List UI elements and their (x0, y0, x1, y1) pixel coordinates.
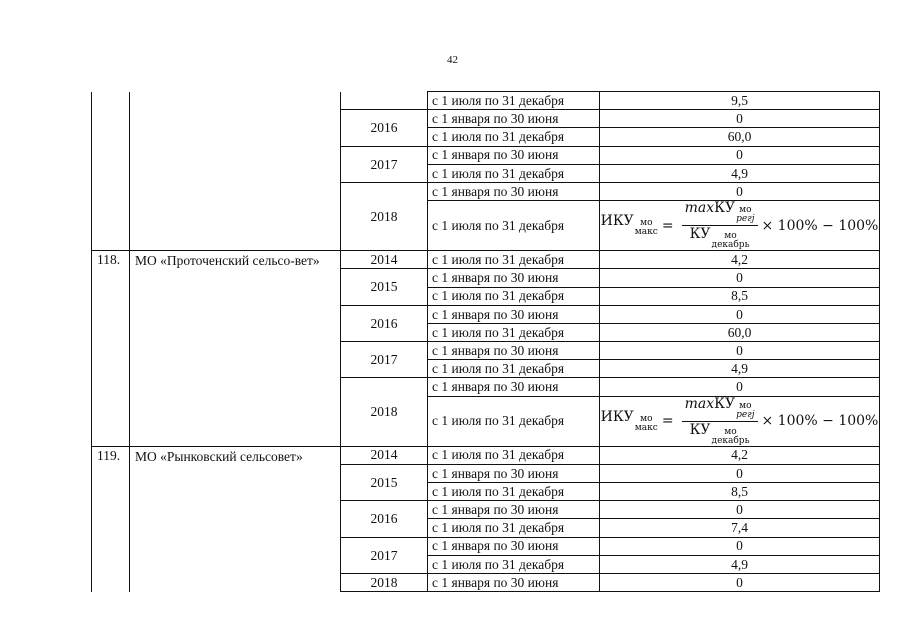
year-cell: 2017 (341, 342, 428, 378)
value-cell: 0 (600, 342, 880, 360)
row-number: 118. (92, 251, 130, 447)
value-cell: 0 (600, 573, 880, 591)
period-cell: с 1 января по 30 июня (428, 537, 600, 555)
year-cell: 2017 (341, 537, 428, 573)
year-cell (341, 92, 428, 110)
year-cell: 2018 (341, 573, 428, 591)
period-cell: с 1 июля по 31 декабря (428, 164, 600, 182)
value-cell: 4,9 (600, 164, 880, 182)
table-row (92, 92, 880, 110)
value-cell: 0 (600, 501, 880, 519)
formula: ИКУ мо макс = max КУ мо регj КУ мо декабрь × 100% − 100% (600, 396, 879, 446)
period-cell: с 1 июля по 31 декабря (428, 323, 600, 341)
year-cell: 2016 (341, 501, 428, 537)
year-cell: 2015 (341, 464, 428, 500)
value-cell: 7,4 (600, 519, 880, 537)
year-cell: 2014 (341, 251, 428, 269)
period-cell: с 1 января по 30 июня (428, 182, 600, 200)
table-row (92, 446, 880, 464)
value-cell: 0 (600, 269, 880, 287)
year-cell: 2016 (341, 110, 428, 146)
value-cell: 0 (600, 378, 880, 396)
period-cell: с 1 июля по 31 декабря (428, 396, 600, 446)
data-table (91, 91, 880, 592)
period-cell: с 1 июля по 31 декабря (428, 519, 600, 537)
period-cell: с 1 июля по 31 декабря (428, 92, 600, 110)
year-cell: 2014 (341, 446, 428, 464)
municipality-name: МО «Рынковский сельсовет» (130, 446, 341, 592)
period-cell: с 1 января по 30 июня (428, 378, 600, 396)
page-number: 42 (447, 54, 458, 66)
year-cell: 2016 (341, 305, 428, 341)
period-cell: с 1 июля по 31 декабря (428, 555, 600, 573)
table-row (92, 251, 880, 269)
value-cell: 4,9 (600, 360, 880, 378)
year-cell: 2017 (341, 146, 428, 182)
value-cell: 4,9 (600, 555, 880, 573)
value-cell: 0 (600, 110, 880, 128)
year-cell: 2015 (341, 269, 428, 305)
period-cell: с 1 января по 30 июня (428, 464, 600, 482)
period-cell: с 1 января по 30 июня (428, 146, 600, 164)
value-cell: 0 (600, 537, 880, 555)
value-cell: 0 (600, 464, 880, 482)
period-cell: с 1 июля по 31 декабря (428, 128, 600, 146)
period-cell: с 1 января по 30 июня (428, 573, 600, 591)
value-cell: 8,5 (600, 287, 880, 305)
period-cell: с 1 июля по 31 декабря (428, 251, 600, 269)
value-cell: 4,2 (600, 251, 880, 269)
value-cell: 0 (600, 182, 880, 200)
row-number: 119. (92, 446, 130, 592)
period-cell: с 1 июля по 31 декабря (428, 201, 600, 251)
value-cell: 60,0 (600, 323, 880, 341)
value-cell: 60,0 (600, 128, 880, 146)
value-cell: 0 (600, 146, 880, 164)
value-cell: 8,5 (600, 483, 880, 501)
municipality-name (130, 92, 341, 251)
formula: ИКУ мо макс = max КУ мо регj КУ мо декабрь × 100% − 100% (600, 200, 879, 251)
period-cell: с 1 июля по 31 декабря (428, 360, 600, 378)
period-cell: с 1 января по 30 июня (428, 110, 600, 128)
formula-cell (600, 396, 880, 446)
period-cell: с 1 января по 30 июня (428, 269, 600, 287)
period-cell: с 1 июля по 31 декабря (428, 483, 600, 501)
year-cell: 2018 (341, 378, 428, 446)
year-cell: 2018 (341, 182, 428, 250)
period-cell: с 1 июля по 31 декабря (428, 446, 600, 464)
row-number (92, 92, 130, 251)
formula-cell (600, 201, 880, 251)
municipality-name: МО «Проточенский сельсо-вет» (130, 251, 341, 447)
period-cell: с 1 января по 30 июня (428, 342, 600, 360)
period-cell: с 1 января по 30 июня (428, 501, 600, 519)
period-cell: с 1 июля по 31 декабря (428, 287, 600, 305)
value-cell: 9,5 (600, 92, 880, 110)
period-cell: с 1 января по 30 июня (428, 305, 600, 323)
value-cell: 4,2 (600, 446, 880, 464)
value-cell: 0 (600, 305, 880, 323)
